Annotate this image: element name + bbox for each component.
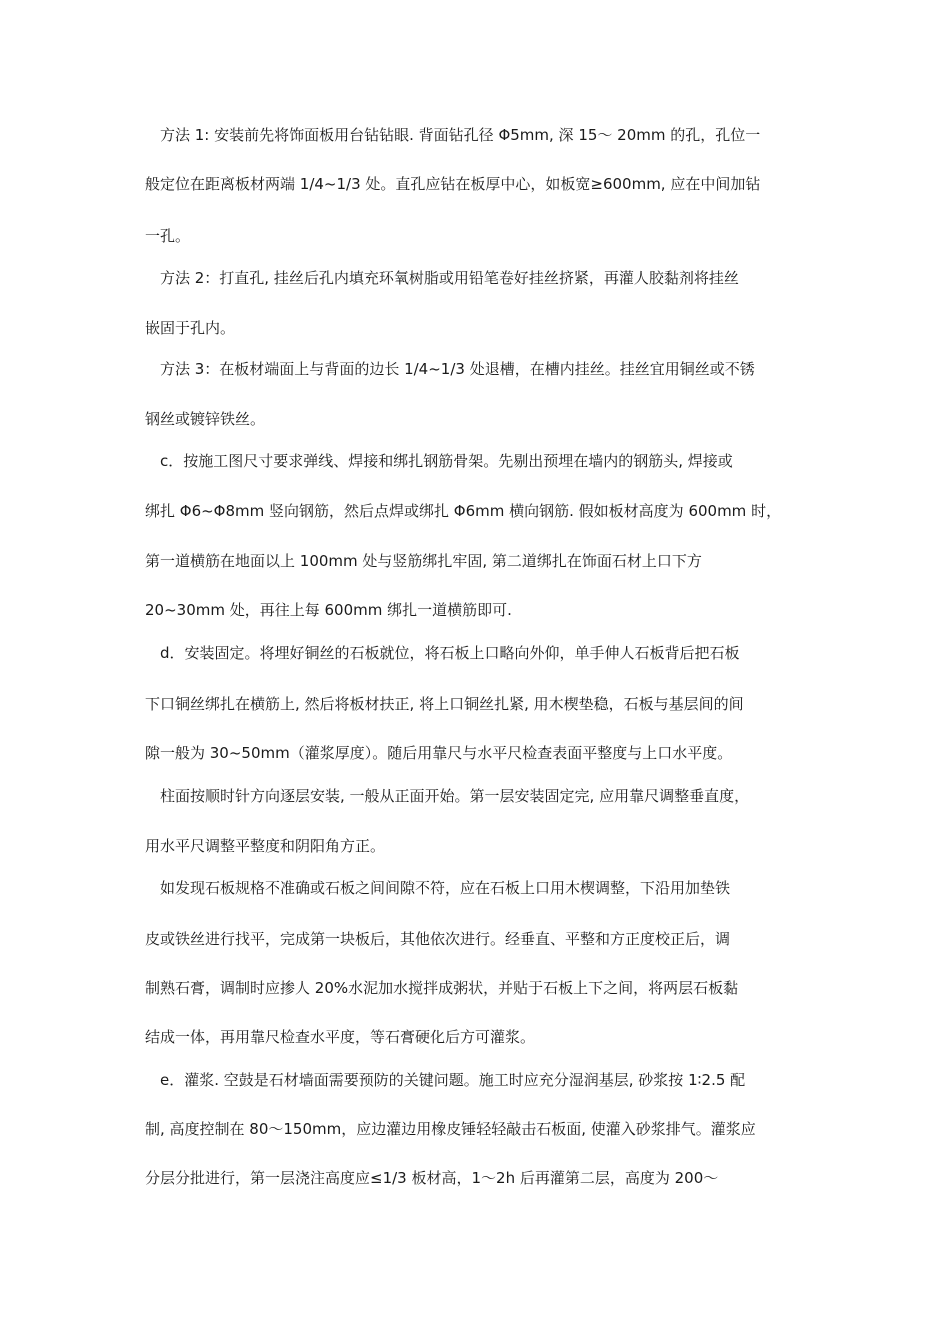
paragraph-line: 方法 3：在板材端面上与背面的边长 1/4~1/3 处退槽，在槽内挂丝。挂丝宜用铜丝或不锈 [160,360,755,378]
paragraph-line: 如发现石板规格不准确或石板之间间隙不符，应在石板上口用木楔调整，下沿用加垫铁 [160,879,731,897]
paragraph-line: 结成一体，再用靠尺检查水平度，等石膏硬化后方可灌浆。 [145,1028,536,1046]
paragraph-line: 下口铜丝绑扎在横筋上, 然后将板材扶正, 将上口铜丝扎紧, 用木楔垫稳，石板与基层间的间 [145,695,744,713]
paragraph-line: 钢丝或镀锌铁丝。 [145,410,266,428]
paragraph-line: 分层分批进行，第一层浇注高度应≤1/3 板材高，1～2h 后再灌第二层，高度为 200～ [145,1169,719,1187]
paragraph-line: c．按施工图尺寸要求弹线、焊接和绑扎钢筋骨架。先剔出预埋在墙内的钢筋头, 焊接或 [160,452,733,470]
paragraph-line: 皮或铁丝进行找平，完成第一块板后，其他依次进行。经垂直、平整和方正度校正后，调 [145,930,731,948]
paragraph-line: 用水平尺调整平整度和阴阳角方正。 [145,837,386,855]
paragraph-line: 隙一般为 30~50mm（灌浆厚度）。随后用靠尺与水平尺检查表面平整度与上口水平度。 [145,744,733,762]
paragraph-line: 柱面按顺时针方向逐层安装, 一般从正面开始。第一层安装固定完, 应用靠尺调整垂直度， [160,787,750,805]
paragraph-line: 嵌固于孔内。 [145,319,236,337]
paragraph-line: d．安装固定。将埋好铜丝的石板就位，将石板上口略向外仰，单手伸人石板背后把石板 [160,644,740,662]
paragraph-line: 方法 1: 安装前先将饰面板用台钻钻眼. 背面钻孔径 Φ5mm, 深 15～ 20mm 的孔，孔位一 [160,126,761,144]
paragraph-line: 20~30mm 处，再往上每 600mm 绑扎一道横筋即可. [145,601,512,619]
paragraph-line: 般定位在距离板材两端 1/4~1/3 处。直孔应钻在板厚中心，如板宽≥600mm, 应在中间加钻 [145,175,761,193]
paragraph-line: 第一道横筋在地面以上 100mm 处与竖筋绑扎牢固, 第二道绑扎在饰面石材上口下方 [145,552,702,570]
paragraph-line: e．灌浆. 空鼓是石材墙面需要预防的关键问题。施工时应充分湿润基层, 砂浆按 1∶2.5 配 [160,1071,746,1089]
paragraph-line: 绑扎 Φ6~Φ8mm 竖向钢筋，然后点焊或绑扎 Φ6mm 横向钢筋. 假如板材高度为 600mm 时， [145,502,782,520]
paragraph-line: 制熟石膏，调制时应掺人 20%水泥加水搅拌成粥状，并贴于石板上下之间，将两层石板黏 [145,979,739,997]
paragraph-line: 方法 2：打直孔, 挂丝后孔内填充环氧树脂或用铅笔卷好挂丝挤紧，再灌人胶黏剂将挂丝 [160,269,739,287]
paragraph-line: 制, 高度控制在 80～150mm，应边灌边用橡皮锤轻轻敲击石板面, 使灌入砂浆排气。灌浆应 [145,1120,756,1138]
paragraph-line: 一孔。 [145,227,191,245]
